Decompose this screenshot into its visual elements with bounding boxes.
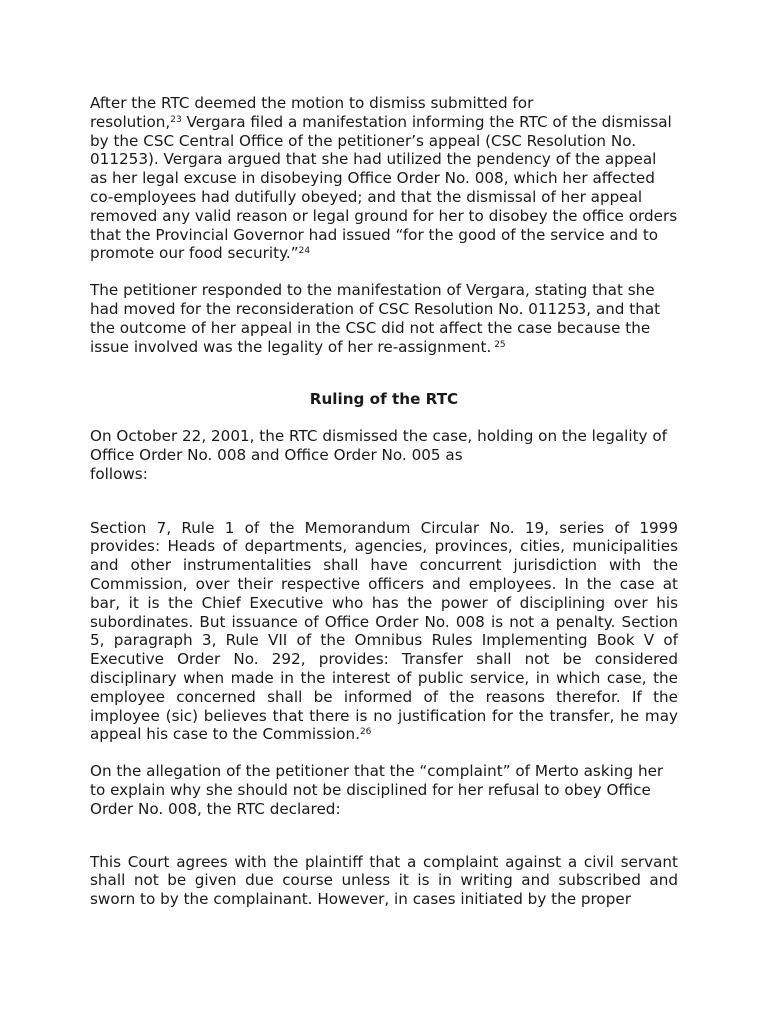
paragraph-text: resolution, [90, 112, 171, 131]
document-page [90, 94, 678, 909]
paragraph-text: This Court agrees with the plaintiff that a complaint against a civil servant shall not be given due course unless it is in writing and subscribed and sworn to by the complainant. However, in cases initiated by the proper [90, 852, 678, 909]
quoted-court-declaration [90, 853, 678, 909]
paragraph-line: After the RTC deemed the motion to dismiss submitted for [90, 94, 534, 112]
quoted-ruling [90, 519, 678, 745]
paragraph-petitioner-response [90, 281, 678, 356]
footnote-ref-24[interactable]: 24 [298, 246, 311, 257]
paragraph-text: Vergara filed a manifestation informing the RTC of the dismissal by the CSC Central Office of the petitioner’s appeal (CSC Resolution No. 011253). Vergara argued that she had utilized the pendency of the appeal as her legal excuse in disobeying Office Order No. 008, which her affected co-employees had dutifully obeyed; and that the dismissal of her appeal removed any valid reason or legal ground for her to disobey the office orders that the Provincial Governor had issued “for the good of the service and to promote our food security.” [90, 112, 678, 263]
paragraph-complaint-allegation [90, 762, 678, 818]
paragraph-text: The petitioner responded to the manifestation of Vergara, stating that she had moved for the reconsideration of CSC Resolution No. 011253, and that the outcome of her appeal in the CSC did not affect the case because the issue involved was the legality of her re-assignment. [90, 281, 661, 356]
footnote-ref-25[interactable]: 25 [491, 339, 506, 350]
paragraph-text: Section 7, Rule 1 of the Memorandum Circular No. 19, series of 1999 provides: Heads of departments, agencies, provinces, cities, municipalities and other instrumentalities shall have concurrent jurisdiction with the Commission, over their respective officers and employees. In the case at bar, it is the Chief Executive who has the power of disciplining over his subordinates. But issuance of Office Order No. 008 is not a penalty. Section 5, paragraph 3, Rule VII of the Omnibus Rules Implementing Book V of Executive Order No. 292, provides: Transfer shall not be considered disciplinary when made in the interest of public service, in which case, the employee concerned shall be informed of the reasons therefor. If the imployee (sic) believes that there is no justification for the transfer, he may appeal his case to the Commission. [90, 518, 678, 744]
paragraph-text: On the allegation of the petitioner that the “complaint” of Merto asking her to explain why she should not be disciplined for her refusal to obey Office Order No. 008, the RTC declared: [90, 762, 664, 818]
paragraph-text: On October 22, 2001, the RTC dismissed the case, holding on the legality of Office Order No. 008 and Office Order No. 005 as [90, 427, 668, 464]
paragraph-line: follows: [90, 464, 148, 483]
footnote-ref-23[interactable]: 23 [170, 114, 182, 125]
paragraph-rtc-dismissal [90, 427, 678, 483]
footnote-ref-26[interactable]: 26 [359, 727, 372, 738]
section-heading: Ruling of the RTC [309, 390, 459, 409]
paragraph-manifestation [90, 94, 678, 263]
